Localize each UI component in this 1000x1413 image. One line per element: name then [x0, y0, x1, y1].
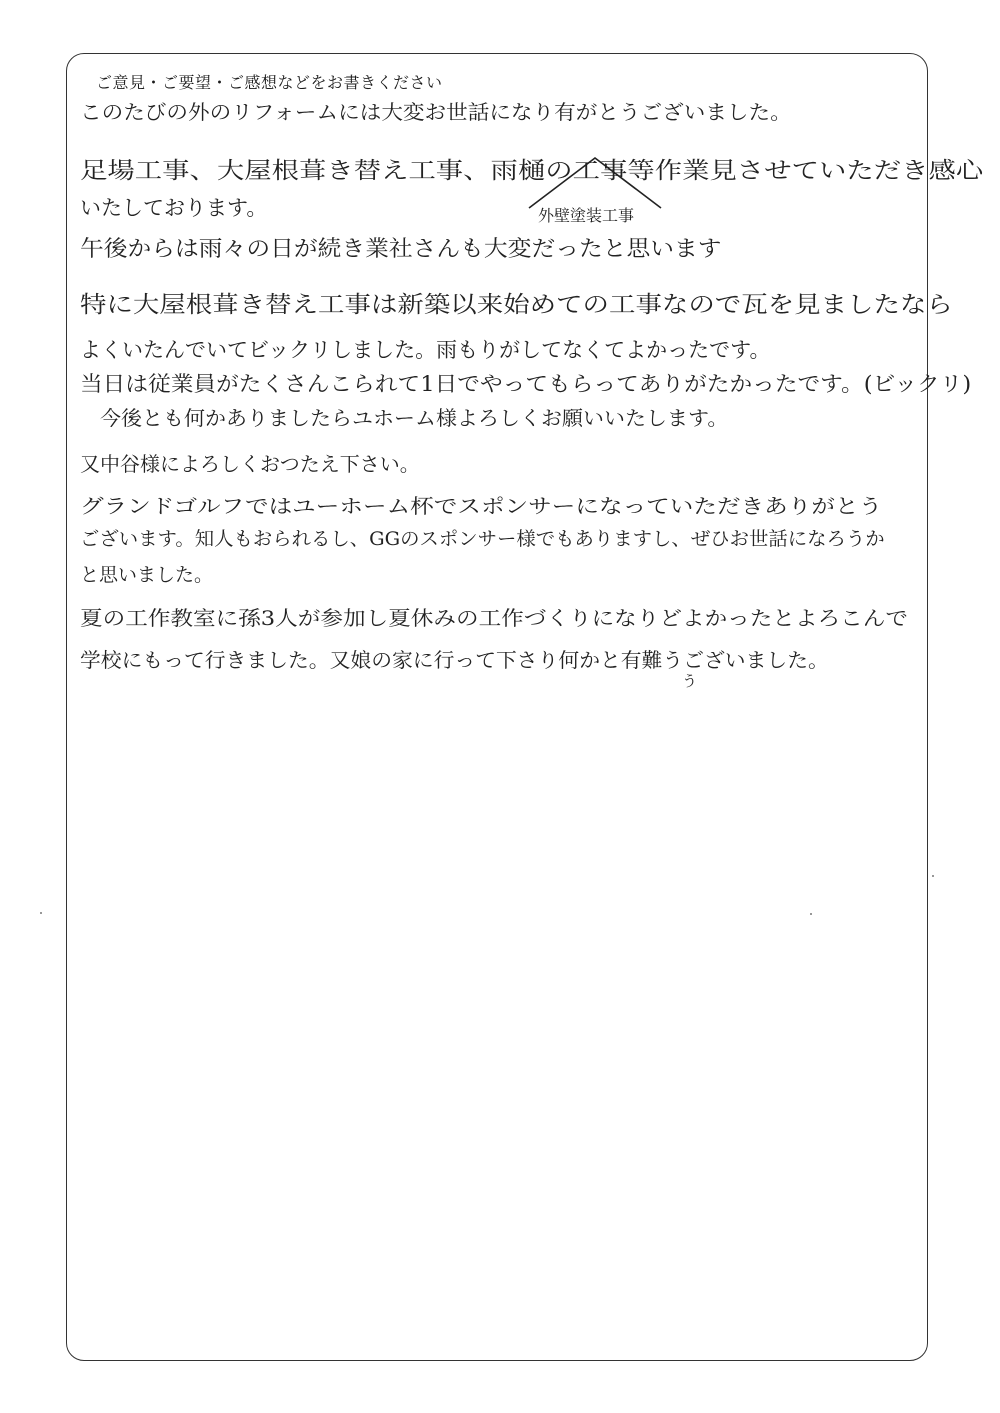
letter-line: と思いました。 — [80, 564, 214, 586]
form-heading: ご意見・ご要望・ご感想などをお書きください — [96, 73, 443, 92]
letter-line: 当日は従業員がたくさんこられて1日でやってもらってありがたかったです。(ビックリ) — [80, 372, 972, 396]
letter-line: グランドゴルフではユーホーム杯でスポンサーになっていただきありがとう — [80, 494, 883, 518]
insertion-mark: う — [682, 672, 698, 690]
letter-line: 夏の工作教室に孫3人が参加し夏休みの工作づくりになりどよかったとよろこんで — [80, 606, 908, 630]
letter-line: 又中谷様によろしくおつたえ下さい。 — [80, 452, 420, 476]
letter-line: このたびの外のリフォームには大変お世話になり有がとうございました。 — [80, 100, 792, 124]
letter-line: よくいたんでいてビックリしました。雨もりがしてなくてよかったです。 — [80, 338, 771, 362]
insertion-caret — [525, 154, 665, 210]
scan-speck — [932, 875, 934, 877]
scan-speck — [40, 912, 42, 914]
letter-line: 特に大屋根葺き替え工事は新築以来始めての工事なので瓦を見ましたなら — [80, 292, 953, 318]
scan-speck — [810, 913, 812, 915]
letter-line: 足場工事、大屋根葺き替え工事、雨樋の工事等作業見させていただき感心 — [80, 158, 984, 184]
letter-line: 学校にもって行きました。又娘の家に行って下さり何かと有難うございました。 — [80, 648, 829, 672]
letter-line: 今後とも何かありましたらユホーム様よろしくお願いいたします。 — [100, 406, 729, 430]
letter-line: ございます。知人もおられるし、GGのスポンサー様でもありますし、ぜひお世話になろうか — [80, 528, 885, 550]
insertion-note: 外壁塗装工事 — [538, 206, 635, 225]
letter-line: 午後からは雨々の日が続き業社さんも大変だったと思います — [80, 237, 722, 262]
letter-line: いたしております。 — [80, 196, 268, 220]
